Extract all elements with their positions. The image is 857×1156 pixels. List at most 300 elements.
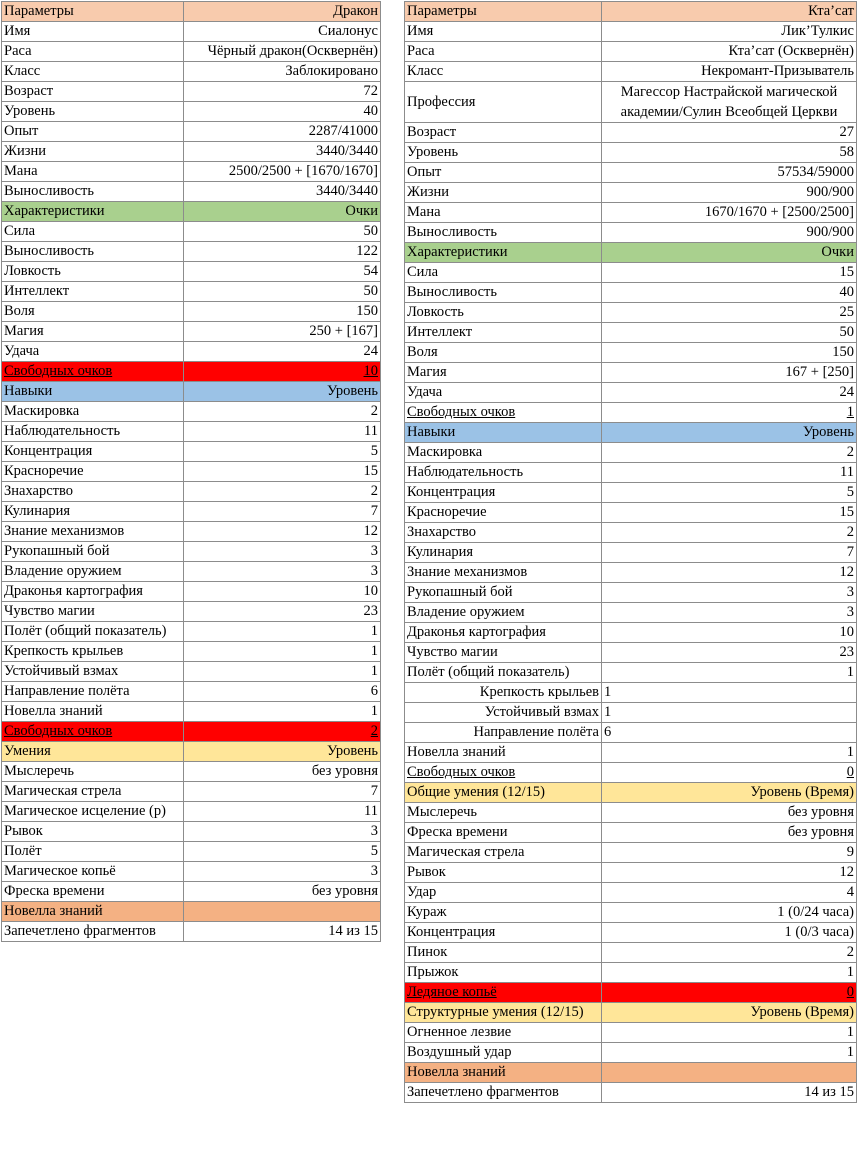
left-row — [2, 702, 381, 722]
right-param-value: 23 — [602, 643, 857, 663]
right-param-value: 150 — [602, 343, 857, 363]
right-row — [405, 723, 857, 743]
left-row — [2, 462, 381, 482]
right-param-label: Воздушный удар — [405, 1043, 602, 1063]
left-row — [2, 42, 381, 62]
left-param-value: 3440/3440 — [184, 142, 381, 162]
right-param-value: 2 — [602, 943, 857, 963]
right-row — [405, 22, 857, 42]
right-param-value: 167 + [250] — [602, 363, 857, 383]
right-param-label: Выносливость — [405, 283, 602, 303]
left-param-label: Навыки — [2, 382, 184, 402]
left-param-value: 15 — [184, 462, 381, 482]
ktasat-stats-body — [405, 2, 857, 1103]
left-param-value: 2 — [184, 482, 381, 502]
left-param-value: 10 — [184, 362, 381, 382]
left-param-label: Уровень — [2, 102, 184, 122]
right-param-label: Магия — [405, 363, 602, 383]
right-param-label: Уровень — [405, 143, 602, 163]
left-param-label: Характеристики — [2, 202, 184, 222]
right-param-label: Свободных очков — [405, 763, 602, 783]
left-param-label: Фреска времени — [2, 882, 184, 902]
right-row — [405, 123, 857, 143]
left-param-label: Класс — [2, 62, 184, 82]
right-param-value: 0 — [602, 763, 857, 783]
right-param-label: Опыт — [405, 163, 602, 183]
right-param-label: Раса — [405, 42, 602, 62]
left-param-label: Ловкость — [2, 262, 184, 282]
right-row — [405, 523, 857, 543]
left-row — [2, 682, 381, 702]
right-param-value: 15 — [602, 503, 857, 523]
left-param-value: Очки — [184, 202, 381, 222]
right-row — [405, 1023, 857, 1043]
right-row — [405, 82, 857, 123]
right-param-label: Концентрация — [405, 923, 602, 943]
left-param-label: Мыслеречь — [2, 762, 184, 782]
right-row — [405, 143, 857, 163]
right-param-value: Уровень — [602, 423, 857, 443]
left-param-value: 1 — [184, 642, 381, 662]
right-param-value: 10 — [602, 623, 857, 643]
right-row — [405, 963, 857, 983]
left-row — [2, 122, 381, 142]
right-param-label: Концентрация — [405, 483, 602, 503]
left-param-value: 1 — [184, 662, 381, 682]
left-param-label: Запечетлено фрагментов — [2, 922, 184, 942]
right-row — [405, 303, 857, 323]
left-row — [2, 302, 381, 322]
left-param-label: Крепкость крыльев — [2, 642, 184, 662]
left-param-label: Мана — [2, 162, 184, 182]
left-row — [2, 522, 381, 542]
right-row — [405, 163, 857, 183]
right-param-value: 12 — [602, 863, 857, 883]
left-param-label: Полёт — [2, 842, 184, 862]
right-row — [405, 1003, 857, 1023]
right-row — [405, 243, 857, 263]
left-param-label: Возраст — [2, 82, 184, 102]
left-row — [2, 582, 381, 602]
right-param-label: Фреска времени — [405, 823, 602, 843]
right-row — [405, 943, 857, 963]
left-param-value: Заблокировано — [184, 62, 381, 82]
right-row — [405, 403, 857, 423]
right-row — [405, 603, 857, 623]
left-param-label: Магическое копьё — [2, 862, 184, 882]
left-row — [2, 22, 381, 42]
right-param-value: 2 — [602, 523, 857, 543]
right-param-label: Новелла знаний — [405, 1063, 602, 1083]
left-param-value: 2 — [184, 722, 381, 742]
left-row — [2, 802, 381, 822]
left-row — [2, 182, 381, 202]
left-param-value — [184, 902, 381, 922]
right-param-label: Класс — [405, 62, 602, 82]
left-row — [2, 602, 381, 622]
left-param-value: 24 — [184, 342, 381, 362]
left-row — [2, 442, 381, 462]
left-param-label: Умения — [2, 742, 184, 762]
right-param-label: Устойчивый взмах — [405, 703, 602, 723]
left-row — [2, 102, 381, 122]
left-param-label: Наблюдательность — [2, 422, 184, 442]
left-param-value: Чёрный дракон(Осквернён) — [184, 42, 381, 62]
right-row — [405, 363, 857, 383]
left-param-value: 1 — [184, 622, 381, 642]
right-param-label: Сила — [405, 263, 602, 283]
right-row — [405, 743, 857, 763]
left-row — [2, 242, 381, 262]
ktasat-stats-table — [404, 1, 857, 1103]
right-row — [405, 1043, 857, 1063]
left-param-value: 3 — [184, 542, 381, 562]
left-param-label: Красноречие — [2, 462, 184, 482]
right-param-label: Мана — [405, 203, 602, 223]
left-param-label: Новелла знаний — [2, 902, 184, 922]
right-param-label: Выносливость — [405, 223, 602, 243]
right-param-label: Наблюдательность — [405, 463, 602, 483]
right-row — [405, 623, 857, 643]
left-param-value: 11 — [184, 802, 381, 822]
left-param-value: 3 — [184, 822, 381, 842]
right-param-value — [602, 1063, 857, 1083]
right-row — [405, 663, 857, 683]
left-param-label: Устойчивый взмах — [2, 662, 184, 682]
left-row — [2, 382, 381, 402]
right-param-value: 27 — [602, 123, 857, 143]
left-param-label: Владение оружием — [2, 562, 184, 582]
left-param-label: Имя — [2, 22, 184, 42]
right-row — [405, 483, 857, 503]
right-param-value: 5 — [602, 483, 857, 503]
right-row — [405, 2, 857, 22]
right-row — [405, 1063, 857, 1083]
left-param-label: Магическое исцеление (р) — [2, 802, 184, 822]
right-row — [405, 903, 857, 923]
right-param-value: Уровень (Время) — [602, 783, 857, 803]
left-row — [2, 842, 381, 862]
right-param-value: 58 — [602, 143, 857, 163]
left-param-value: 6 — [184, 682, 381, 702]
left-row — [2, 542, 381, 562]
left-param-label: Выносливость — [2, 242, 184, 262]
left-param-label: Чувство магии — [2, 602, 184, 622]
left-row — [2, 82, 381, 102]
left-row — [2, 282, 381, 302]
left-param-value: 122 — [184, 242, 381, 262]
right-param-value: 40 — [602, 283, 857, 303]
left-row — [2, 722, 381, 742]
right-param-label: Знание механизмов — [405, 563, 602, 583]
right-param-value: 57534/59000 — [602, 163, 857, 183]
right-row — [405, 583, 857, 603]
right-param-value: 900/900 — [602, 183, 857, 203]
right-param-value: 900/900 — [602, 223, 857, 243]
left-row — [2, 362, 381, 382]
right-row — [405, 763, 857, 783]
right-param-value: 3 — [602, 603, 857, 623]
right-param-label: Рывок — [405, 863, 602, 883]
right-row — [405, 803, 857, 823]
right-row — [405, 563, 857, 583]
right-param-label: Структурные умения (12/15) — [405, 1003, 602, 1023]
right-param-value: 15 — [602, 263, 857, 283]
right-param-value: 2 — [602, 443, 857, 463]
left-row — [2, 742, 381, 762]
left-param-value: без уровня — [184, 882, 381, 902]
left-row — [2, 562, 381, 582]
right-param-label: Ледяное копьё — [405, 983, 602, 1003]
right-param-label: Возраст — [405, 123, 602, 143]
left-param-label: Концентрация — [2, 442, 184, 462]
right-row — [405, 183, 857, 203]
right-row — [405, 283, 857, 303]
left-param-value: 1 — [184, 702, 381, 722]
left-row — [2, 882, 381, 902]
right-param-value: 6 — [602, 723, 857, 743]
left-row — [2, 922, 381, 942]
left-param-value: 3 — [184, 862, 381, 882]
right-row — [405, 683, 857, 703]
right-row — [405, 543, 857, 563]
right-row — [405, 503, 857, 523]
right-param-value: 1 (0/3 часа) — [602, 923, 857, 943]
right-param-label: Магическая стрела — [405, 843, 602, 863]
left-param-label: Полёт (общий показатель) — [2, 622, 184, 642]
right-param-value: без уровня — [602, 803, 857, 823]
right-row — [405, 223, 857, 243]
right-param-value: 24 — [602, 383, 857, 403]
right-row — [405, 383, 857, 403]
right-param-value: 25 — [602, 303, 857, 323]
right-row — [405, 323, 857, 343]
right-param-label: Новелла знаний — [405, 743, 602, 763]
left-param-label: Жизни — [2, 142, 184, 162]
left-param-label: Интеллект — [2, 282, 184, 302]
left-param-label: Параметры — [2, 2, 184, 22]
left-row — [2, 142, 381, 162]
right-param-label: Владение оружием — [405, 603, 602, 623]
right-row — [405, 423, 857, 443]
left-param-label: Удача — [2, 342, 184, 362]
right-row — [405, 263, 857, 283]
left-param-value: 50 — [184, 282, 381, 302]
left-param-value: Дракон — [184, 2, 381, 22]
left-row — [2, 342, 381, 362]
left-param-value: Уровень — [184, 742, 381, 762]
right-param-value: Кта’сат (Осквернён) — [602, 42, 857, 62]
right-param-value: без уровня — [602, 823, 857, 843]
left-param-label: Свободных очков — [2, 362, 184, 382]
right-param-label: Удача — [405, 383, 602, 403]
right-param-label: Запечетлено фрагментов — [405, 1083, 602, 1103]
left-param-label: Рукопашный бой — [2, 542, 184, 562]
right-param-label: Маскировка — [405, 443, 602, 463]
right-param-label: Удар — [405, 883, 602, 903]
right-param-label: Характеристики — [405, 243, 602, 263]
right-param-label: Красноречие — [405, 503, 602, 523]
right-row — [405, 843, 857, 863]
left-param-value: 250 + [167] — [184, 322, 381, 342]
left-param-label: Магия — [2, 322, 184, 342]
left-row — [2, 822, 381, 842]
right-param-label: Кураж — [405, 903, 602, 923]
left-param-label: Новелла знаний — [2, 702, 184, 722]
left-row — [2, 662, 381, 682]
left-row — [2, 222, 381, 242]
left-param-value: 11 — [184, 422, 381, 442]
right-param-label: Пинок — [405, 943, 602, 963]
dragon-stats-table — [1, 1, 381, 942]
right-row — [405, 883, 857, 903]
right-param-value: 1 (0/24 часа) — [602, 903, 857, 923]
right-row — [405, 703, 857, 723]
right-row — [405, 823, 857, 843]
left-param-value: 7 — [184, 782, 381, 802]
right-param-label: Чувство магии — [405, 643, 602, 663]
left-param-label: Знание механизмов — [2, 522, 184, 542]
left-param-value: 3440/3440 — [184, 182, 381, 202]
right-param-value: 11 — [602, 463, 857, 483]
right-param-value: 1 — [602, 403, 857, 423]
right-param-label: Мыслеречь — [405, 803, 602, 823]
left-param-value: Сиалонус — [184, 22, 381, 42]
right-param-label: Огненное лезвие — [405, 1023, 602, 1043]
right-param-value: 0 — [602, 983, 857, 1003]
left-param-value: 150 — [184, 302, 381, 322]
right-param-value: 1 — [602, 963, 857, 983]
left-param-value: без уровня — [184, 762, 381, 782]
left-row — [2, 902, 381, 922]
right-param-value: 1 — [602, 1043, 857, 1063]
right-param-value: Очки — [602, 243, 857, 263]
left-param-value: 2500/2500 + [1670/1670] — [184, 162, 381, 182]
right-param-value: 1 — [602, 703, 857, 723]
left-param-label: Сила — [2, 222, 184, 242]
left-row — [2, 862, 381, 882]
left-param-value: 5 — [184, 842, 381, 862]
right-row — [405, 42, 857, 62]
right-param-label: Ловкость — [405, 303, 602, 323]
left-param-label: Знахарство — [2, 482, 184, 502]
left-row — [2, 202, 381, 222]
left-param-label: Опыт — [2, 122, 184, 142]
left-row — [2, 262, 381, 282]
left-param-label: Кулинария — [2, 502, 184, 522]
right-param-label: Общие умения (12/15) — [405, 783, 602, 803]
right-row — [405, 923, 857, 943]
right-row — [405, 783, 857, 803]
right-param-value: 4 — [602, 883, 857, 903]
right-param-label: Крепкость крыльев — [405, 683, 602, 703]
right-row — [405, 463, 857, 483]
right-row — [405, 643, 857, 663]
left-row — [2, 322, 381, 342]
right-param-value: 1 — [602, 683, 857, 703]
left-param-label: Маскировка — [2, 402, 184, 422]
right-param-value: 14 из 15 — [602, 1083, 857, 1103]
left-row — [2, 162, 381, 182]
left-param-label: Воля — [2, 302, 184, 322]
left-param-value: 14 из 15 — [184, 922, 381, 942]
right-param-value: Кта’сат — [602, 2, 857, 22]
right-param-value: 50 — [602, 323, 857, 343]
right-param-label: Направление полёта — [405, 723, 602, 743]
right-param-value: 12 — [602, 563, 857, 583]
left-row — [2, 482, 381, 502]
left-param-value: 40 — [184, 102, 381, 122]
right-param-label: Полёт (общий показатель) — [405, 663, 602, 683]
left-param-label: Направление полёта — [2, 682, 184, 702]
left-param-value: 12 — [184, 522, 381, 542]
left-row — [2, 502, 381, 522]
right-param-value: Лик’Тулкис — [602, 22, 857, 42]
left-row — [2, 422, 381, 442]
left-param-value: 50 — [184, 222, 381, 242]
left-param-label: Рывок — [2, 822, 184, 842]
left-param-value: 2 — [184, 402, 381, 422]
right-param-label: Знахарство — [405, 523, 602, 543]
left-row — [2, 2, 381, 22]
dragon-stats-body — [2, 2, 381, 942]
right-row — [405, 343, 857, 363]
right-row — [405, 62, 857, 82]
right-param-value: 7 — [602, 543, 857, 563]
left-param-label: Драконья картография — [2, 582, 184, 602]
left-row — [2, 622, 381, 642]
right-param-label: Кулинария — [405, 543, 602, 563]
right-param-label: Имя — [405, 22, 602, 42]
left-row — [2, 62, 381, 82]
left-param-label: Свободных очков — [2, 722, 184, 742]
left-param-value: Уровень — [184, 382, 381, 402]
right-param-value: 1670/1670 + [2500/2500] — [602, 203, 857, 223]
left-row — [2, 782, 381, 802]
right-param-label: Интеллект — [405, 323, 602, 343]
right-param-value: 1 — [602, 743, 857, 763]
left-param-value: 3 — [184, 562, 381, 582]
left-param-label: Магическая стрела — [2, 782, 184, 802]
right-param-value: Некромант-Призыватель — [602, 62, 857, 82]
right-param-value: 1 — [602, 663, 857, 683]
left-param-value: 7 — [184, 502, 381, 522]
right-row — [405, 203, 857, 223]
left-row — [2, 402, 381, 422]
right-row — [405, 863, 857, 883]
right-param-label: Воля — [405, 343, 602, 363]
left-param-value: 10 — [184, 582, 381, 602]
right-param-value: Магессор Настрайской магической академии/Сулин Всеобщей Церкви — [602, 82, 857, 123]
right-row — [405, 443, 857, 463]
left-row — [2, 762, 381, 782]
left-row — [2, 642, 381, 662]
right-param-label: Навыки — [405, 423, 602, 443]
left-param-value: 23 — [184, 602, 381, 622]
right-param-label: Жизни — [405, 183, 602, 203]
right-param-label: Драконья картография — [405, 623, 602, 643]
left-param-value: 72 — [184, 82, 381, 102]
right-param-label: Прыжок — [405, 963, 602, 983]
right-param-value: Уровень (Время) — [602, 1003, 857, 1023]
left-param-value: 2287/41000 — [184, 122, 381, 142]
right-param-label: Параметры — [405, 2, 602, 22]
right-row — [405, 983, 857, 1003]
right-row — [405, 1083, 857, 1103]
right-param-label: Профессия — [405, 82, 602, 123]
right-param-value: 9 — [602, 843, 857, 863]
right-param-label: Рукопашный бой — [405, 583, 602, 603]
